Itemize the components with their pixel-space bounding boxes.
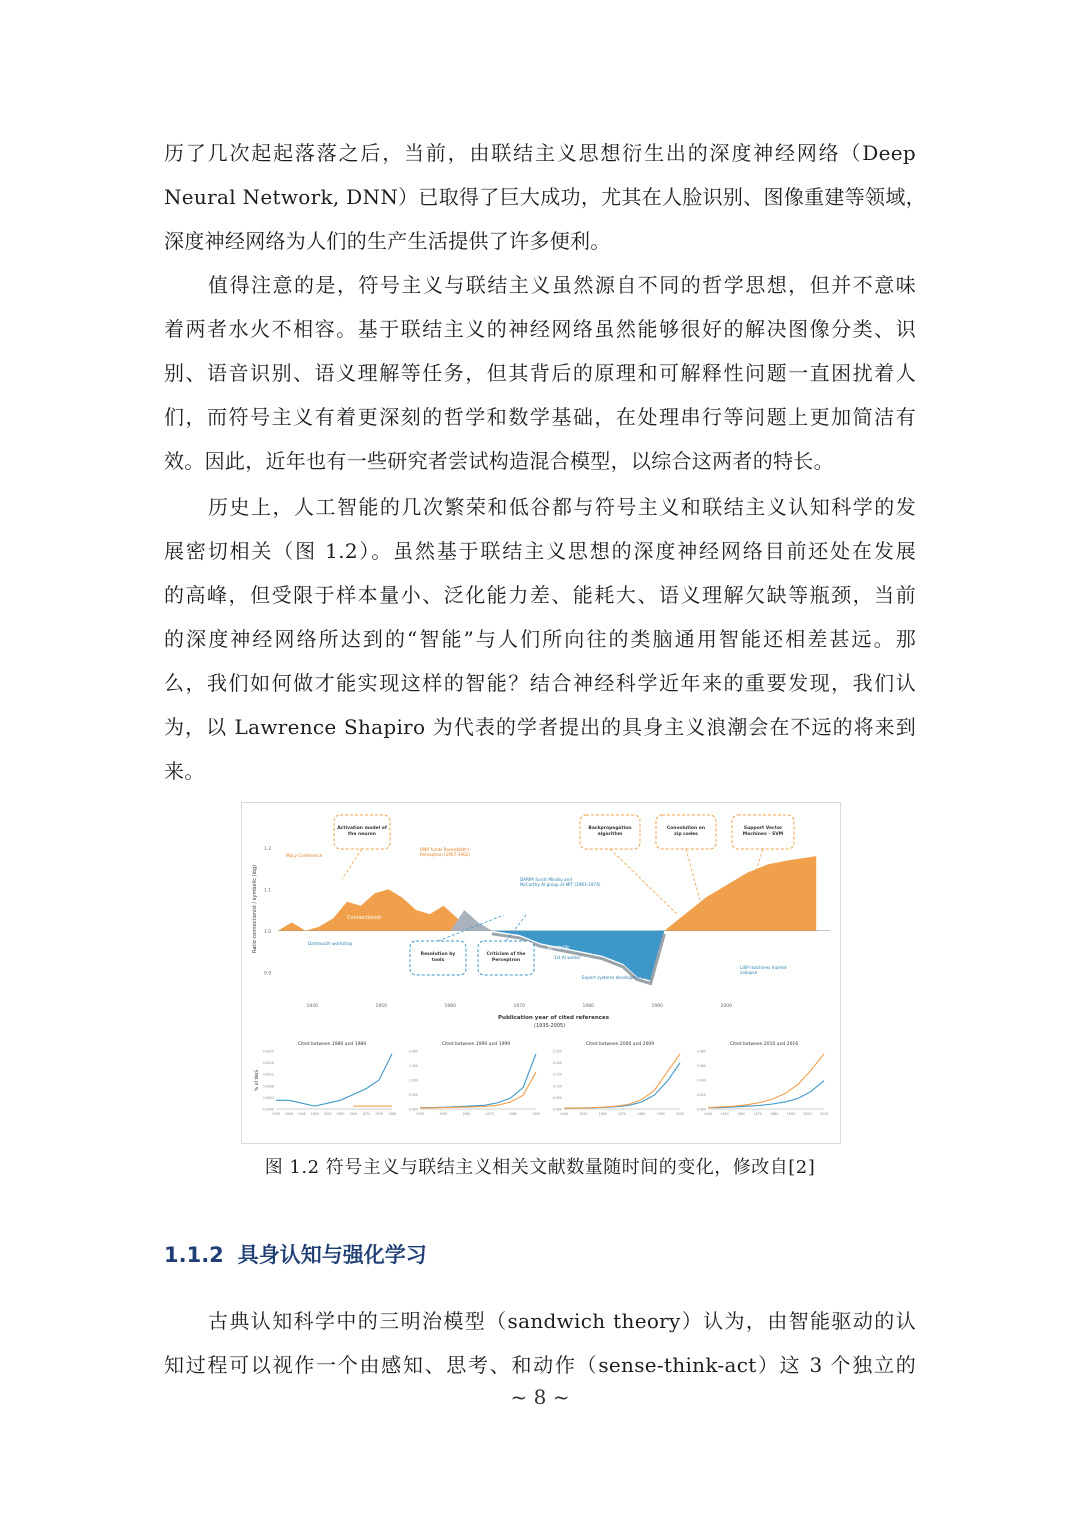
panel-x-tick: 1980	[637, 1112, 646, 1116]
y-tick-label: 1.2	[264, 846, 272, 852]
section-title: 具身认知与强化学习	[237, 1243, 427, 1267]
annotation-label: ONR funds Rosenblatt's Perceptron (1957-1962)	[420, 847, 471, 857]
panel-y-tick: 0.000	[408, 1107, 418, 1112]
x-tick-label: 1980	[582, 1004, 594, 1009]
panel-x-tick: 1975	[375, 1112, 384, 1116]
panel-x-tick: 1950	[310, 1112, 319, 1116]
annotation-text: Backpropagation algorithm	[588, 826, 632, 837]
annotation-label: 1st AI winter	[554, 955, 581, 960]
annotation-text: Support Vector Machines – SVM	[742, 826, 784, 837]
figure-1-2	[241, 802, 841, 1144]
panel-y-tick: 0.0000	[262, 1107, 274, 1112]
x-tick-label: 2000	[720, 1004, 732, 1009]
area-connectionist	[278, 889, 464, 931]
text-line: 么，我们如何做才能实现这样的智能？结合神经科学近年来的重要发现，我们认	[164, 671, 916, 695]
panel-x-tick: 1975	[485, 1112, 494, 1116]
panel-y-tick: 0.060	[696, 1064, 706, 1068]
panel-title: Cited between 2010 and 2016	[729, 1042, 799, 1047]
panel-x-tick: 1940	[284, 1112, 293, 1116]
x-axis-sublabel: (1935-2005)	[534, 1023, 566, 1029]
text-line: 深度神经网络为人们的生产生活提供了许多便利。	[164, 229, 611, 253]
y-tick-label: 0.9	[264, 971, 272, 977]
annotation-text: Criticism of the Perceptron	[486, 952, 526, 963]
section-heading	[164, 1239, 427, 1269]
paragraph-1	[164, 131, 926, 263]
y-tick-label: 1.1	[264, 888, 272, 894]
text-line: Neural Network, DNN）已取得了巨大成功，尤其在人脸识别、图像重建等领域，	[164, 185, 926, 209]
text-line: 历史上，人工智能的几次繁荣和低谷都与符号主义和联结主义认知科学的发	[208, 495, 916, 519]
panel-x-tick: 1955	[439, 1112, 448, 1116]
panel-y-label: % of WoS	[255, 1069, 260, 1091]
panel-y-tick: 0.0012	[262, 1072, 274, 1077]
panel-x-tick: 2000	[803, 1112, 812, 1116]
x-tick-label: 1940	[306, 1004, 318, 1009]
panel-y-tick: 0.250	[552, 1049, 562, 1054]
panel-series-connectionist	[564, 1063, 680, 1108]
text-line: 们，而符号主义有着更深刻的哲学和数学基础，在处理串行等问题上更加简洁有	[164, 405, 916, 429]
panel-y-tick: 0.020	[696, 1093, 706, 1097]
paragraph-3	[164, 485, 916, 793]
text-line: 的高峰，但受限于样本量小、泛化能力差、能耗大、语义理解欠缺等瓶颈，当前	[164, 583, 916, 607]
panel-x-tick: 1980	[387, 1112, 397, 1116]
figure-chart	[242, 803, 840, 1143]
text-line: 为，以 Lawrence Shapiro 为代表的学者提出的具身主义浪潮会在不远的将来到	[164, 715, 916, 739]
y-tick-label: 1.0	[264, 929, 272, 935]
text-line: 效。因此，近年也有一些研究者尝试构造混合模型，以综合这两者的特长。	[164, 449, 834, 473]
annotation-label: Dartmouth workshop	[308, 941, 353, 946]
panel-y-tick: 0.150	[552, 1072, 562, 1077]
annotation-text: Convolution on zip codes	[666, 826, 706, 837]
panel-y-tick: 0.0004	[262, 1095, 274, 1100]
panel-x-tick: 1955	[323, 1112, 332, 1116]
text-line: 值得注意的是，符号主义与联结主义虽然源自不同的哲学思想，但并不意味	[208, 273, 916, 297]
panel-x-tick: 1960	[598, 1112, 607, 1116]
panel-title: Cited between 1990 and 1999	[441, 1042, 511, 1047]
x-tick-label: 1950	[375, 1004, 387, 1009]
panel-x-tick: 1970	[753, 1112, 762, 1116]
panel-title: Cited between 1980 and 1989	[297, 1042, 367, 1047]
panel-title: Cited between 2000 and 2009	[585, 1042, 655, 1047]
annotation-text: Resolution by tools	[420, 952, 456, 963]
panel-series-symbolic	[420, 1072, 536, 1108]
panel-y-tick: 1.500	[408, 1064, 418, 1068]
panel-x-tick: 1990	[786, 1112, 795, 1116]
panel-x-tick: 1965	[349, 1112, 358, 1116]
text-line: 展密切相关（图 1.2）。虽然基于联结主义思想的深度神经网络目前还处在发展	[164, 539, 916, 563]
panel-y-tick: 2.000	[408, 1049, 418, 1054]
text-line: 的深度神经网络所达到的“智能”与人们所向往的类脑通用智能还相差甚远。那	[164, 627, 916, 651]
page-number: ~ 8 ~	[510, 1385, 570, 1409]
annotation-label: LISP machines market collapse	[740, 965, 787, 975]
panel-y-tick: 0.000	[696, 1107, 706, 1112]
panel-x-tick: 1990	[656, 1112, 665, 1116]
panel-x-tick: 1945	[415, 1112, 425, 1116]
text-line: 来。	[164, 759, 205, 783]
panel-x-tick: 1960	[336, 1112, 345, 1116]
panel-x-tick: 2000	[675, 1112, 685, 1116]
panel-y-tick: 0.080	[696, 1049, 706, 1054]
panel-y-tick: 0.500	[408, 1093, 418, 1097]
panel-x-tick: 1995	[531, 1112, 541, 1116]
panel-x-tick: 1950	[579, 1112, 588, 1116]
panel-y-tick: 0.0008	[262, 1084, 274, 1089]
panel-series-connectionist	[276, 1054, 392, 1106]
paragraph-4	[164, 1299, 916, 1387]
panel-y-tick: 1.000	[408, 1078, 418, 1083]
text-line: 着两者水火不相容。基于联结主义的神经网络虽然能够很好的解决图像分类、识	[164, 317, 916, 341]
panel-x-tick: 1970	[362, 1112, 371, 1116]
panel-y-tick: 0.050	[552, 1095, 562, 1100]
panel-y-tick: 0.0020	[262, 1049, 274, 1054]
x-tick-label: 1970	[513, 1004, 525, 1009]
section-number: 1.1.2	[164, 1243, 224, 1267]
panel-x-tick: 1980	[770, 1112, 779, 1116]
panel-series-symbolic	[708, 1054, 824, 1108]
annotation-label: Expert systems development	[582, 975, 644, 980]
panel-y-tick: 0.040	[696, 1078, 706, 1083]
panel-x-tick: 1950	[720, 1112, 729, 1116]
panel-x-tick: 1970	[617, 1112, 627, 1116]
panel-series-connectionist	[420, 1054, 536, 1108]
panel-x-tick: 2010	[819, 1112, 829, 1116]
annotation-label: DARPA funds Minsky and McCarthy AI group at MIT (1963-1974)	[520, 877, 601, 887]
annotation-leader	[610, 849, 678, 915]
panel-x-tick: 1985	[508, 1112, 517, 1116]
text-line: 知过程可以视作一个由感知、思考、和动作（sense-think-act）这 3 个独立的	[164, 1353, 916, 1377]
panel-series-symbolic	[564, 1054, 680, 1109]
text-line: 历了几次起起落落之后，当前，由联结主义思想衍生出的深度神经网络（Deep	[164, 141, 916, 165]
panel-x-tick: 1935	[271, 1112, 281, 1116]
panel-series-connectionist	[708, 1081, 824, 1108]
panel-y-tick: 0.0016	[262, 1061, 274, 1066]
paragraph-2	[164, 263, 916, 483]
x-axis-label: Publication year of cited references	[498, 1015, 610, 1021]
panel-y-tick: 0.100	[552, 1084, 562, 1089]
panel-x-tick: 1940	[559, 1112, 569, 1116]
panel-x-tick: 1945	[297, 1112, 306, 1116]
panel-x-tick: 1965	[462, 1112, 471, 1116]
text-line: 古典认知科学中的三明治模型（sandwich theory）认为，由智能驱动的认	[208, 1309, 916, 1333]
panel-x-tick: 1940	[703, 1112, 713, 1116]
panel-y-tick: 0.200	[552, 1061, 562, 1066]
x-tick-label: 1990	[651, 1004, 663, 1009]
text-line: 别、语音识别、语义理解等任务，但其背后的原理和可解释性问题一直困扰着人	[164, 361, 916, 385]
annotation-text: Activation model of the neuron	[337, 826, 387, 837]
area-transition	[451, 910, 506, 931]
annotation-label: Macy Conference	[286, 853, 323, 858]
area-connectionist-late	[664, 856, 816, 931]
figure-caption: 图 1.2 符号主义与联结主义相关文献数量随时间的变化，修改自[2]	[264, 1157, 816, 1178]
x-tick-label: 1960	[444, 1004, 456, 1009]
panel-y-tick: 0.000	[552, 1107, 562, 1112]
y-axis-label: Ratio connectionist / symbolic (log)	[252, 864, 258, 953]
panel-x-tick: 1960	[737, 1112, 746, 1116]
annotation-leader	[342, 849, 362, 879]
area-label-symbolic: Symbolic	[547, 944, 570, 951]
area-label-connectionist: Connectionist	[347, 914, 382, 921]
